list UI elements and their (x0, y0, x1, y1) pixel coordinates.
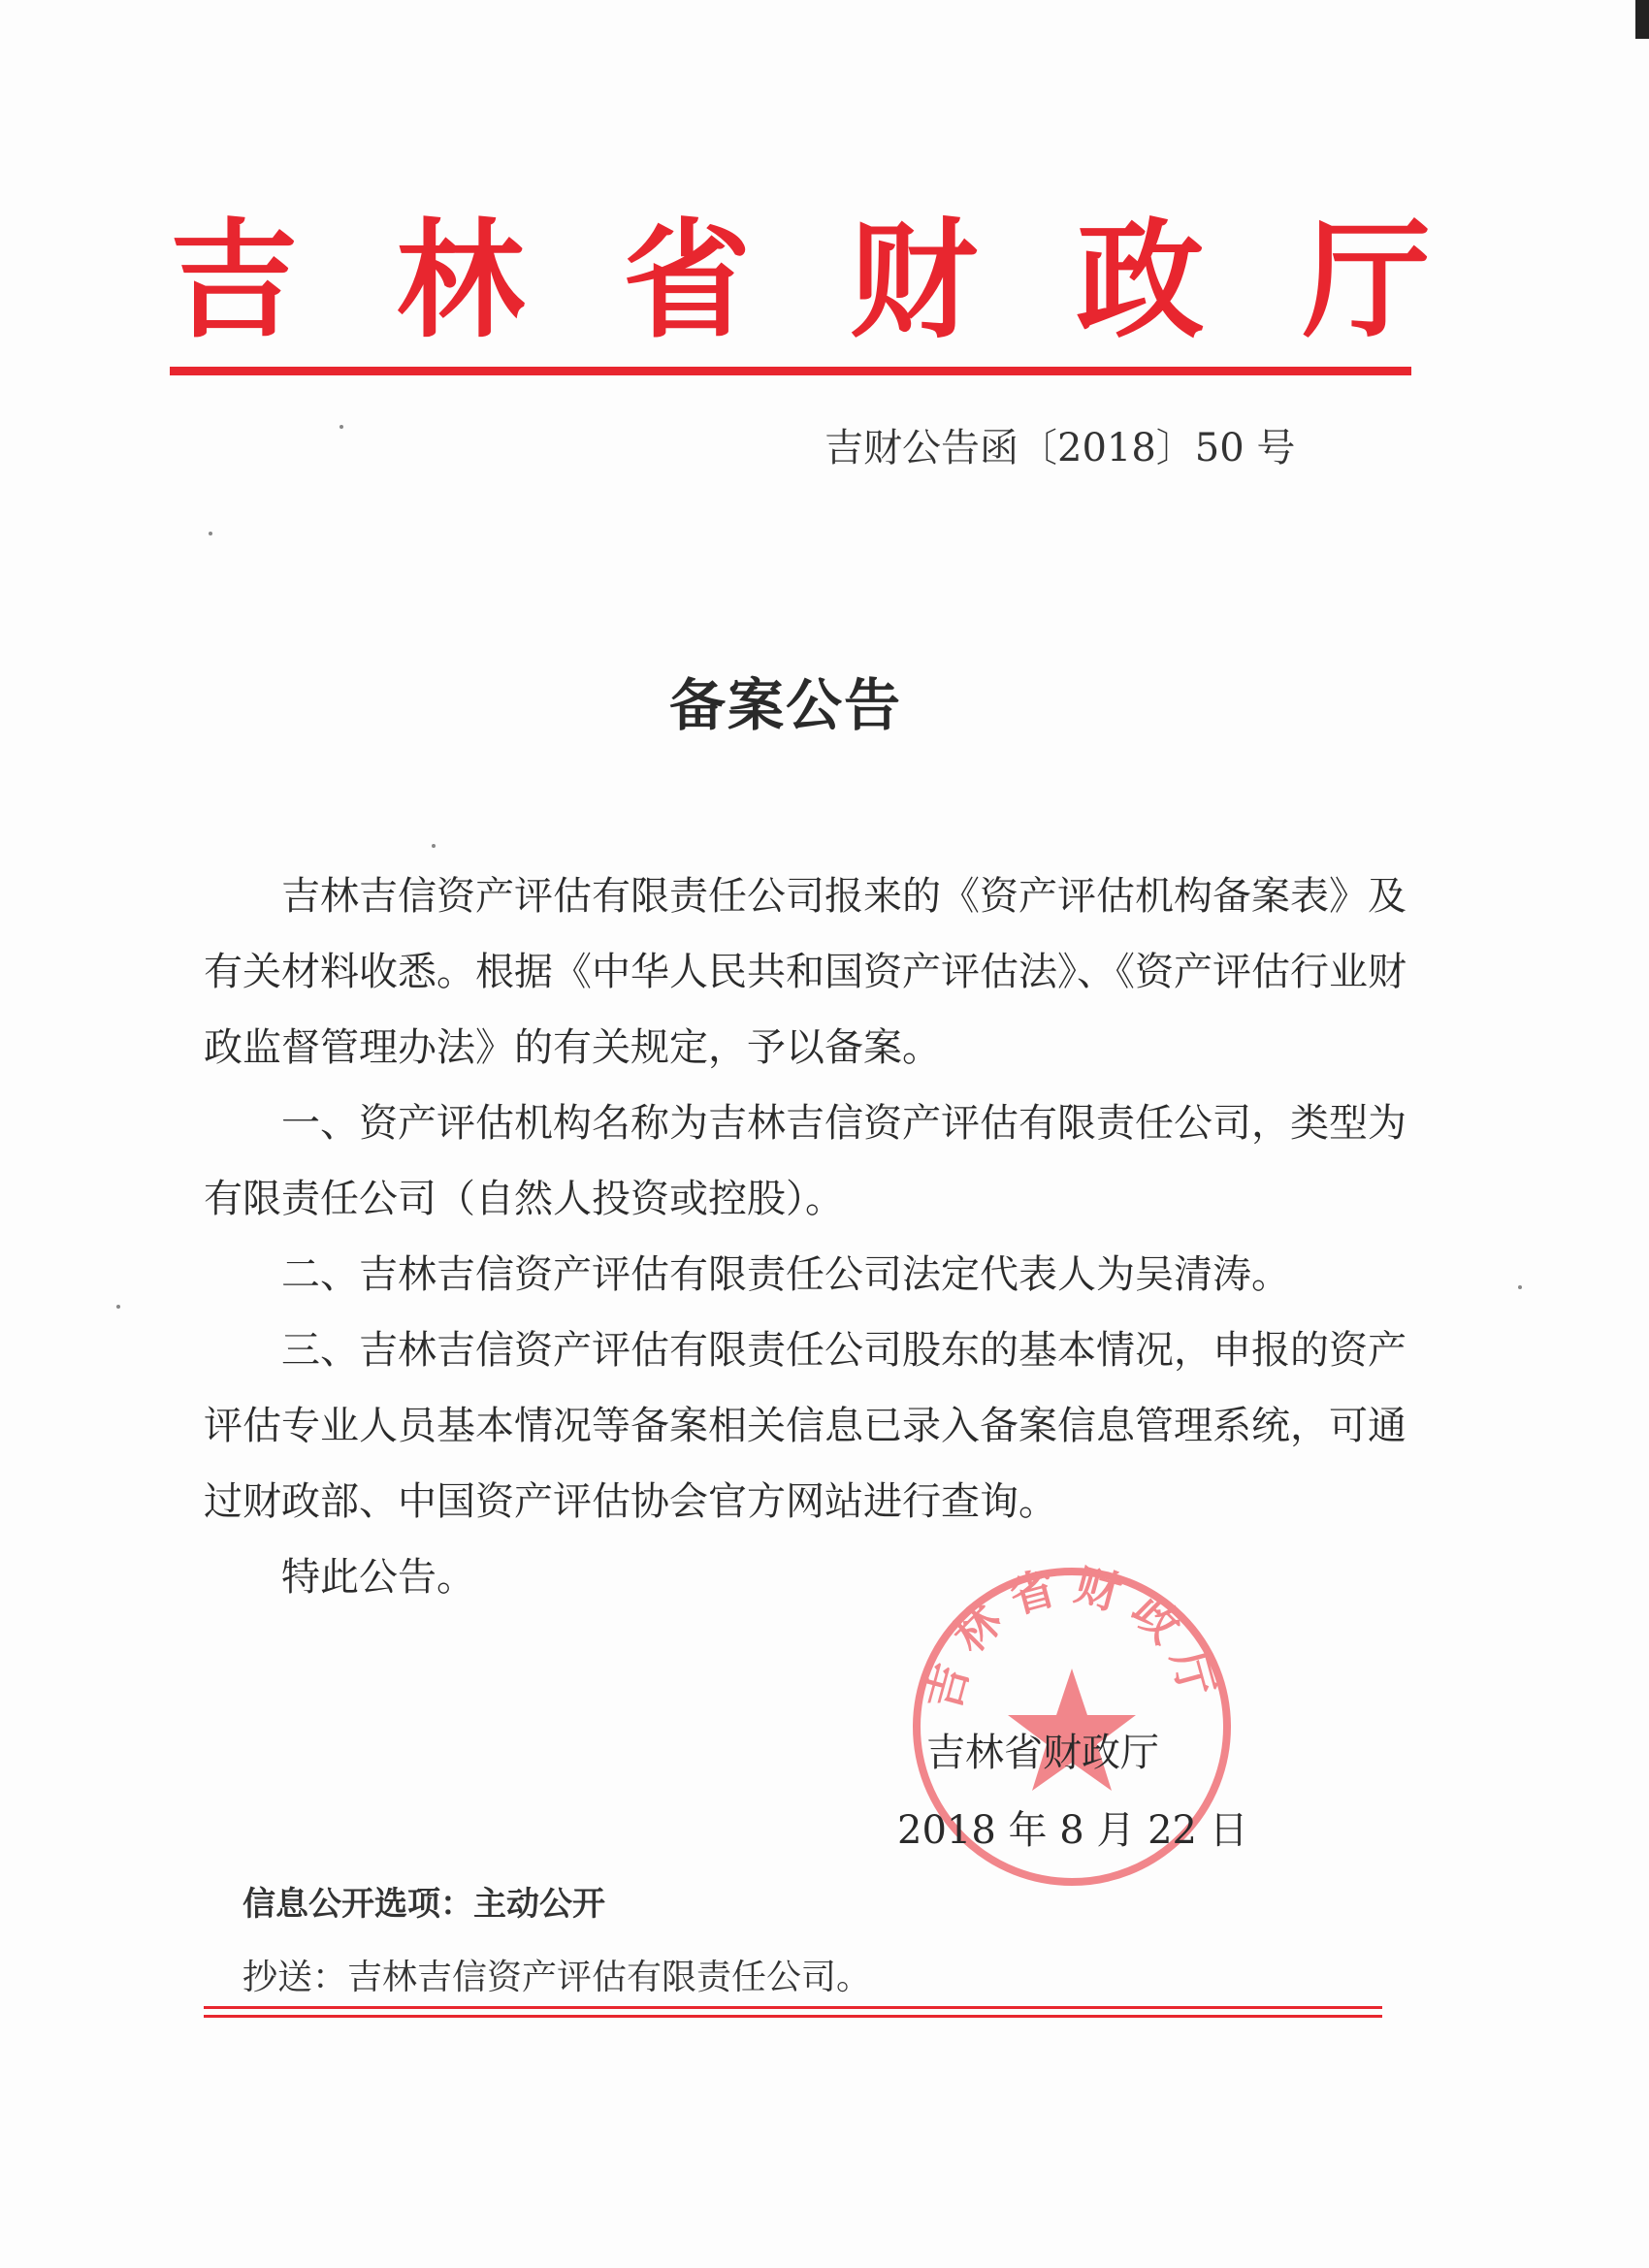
document-title: 备案公告 (668, 672, 902, 738)
scan-speck (116, 1305, 120, 1309)
footer-red-rule (204, 2006, 1382, 2009)
body-paragraph: 特此公告。 (281, 1555, 475, 1600)
signature-date: 2018 年 8 月 22 日 (897, 1808, 1248, 1853)
scan-speck (340, 425, 343, 429)
header-red-rule (170, 367, 1411, 375)
header-char: 吉 (170, 207, 298, 356)
scan-speck (209, 532, 212, 535)
carbon-copy-line: 抄送：吉林吉信资产评估有限责任公司。 (242, 1958, 872, 1997)
document-number: 吉财公告函〔2018〕50 号 (824, 426, 1296, 470)
scan-edge-mark (1635, 0, 1649, 39)
header-char: 政 (1076, 207, 1205, 356)
header-char: 省 (623, 207, 752, 356)
scan-speck (432, 844, 436, 848)
body-paragraph: 吉林吉信资产评估有限责任公司报来的《资产评估机构备案表》及有关材料收悉。根据《中华人民共和国资产评估法》、《资产评估行业财政监督管理办法》的有关规定，予以备案。 (204, 874, 1406, 1070)
footer-red-rule (204, 2015, 1382, 2018)
disclosure-option: 信息公开选项：主动公开 (242, 1885, 605, 1924)
body-paragraph: 一、资产评估机构名称为吉林吉信资产评估有限责任公司，类型为有限责任公司（自然人投资或控股）。 (204, 1101, 1406, 1221)
seal-text: 吉林省财政厅 (916, 1562, 1228, 1716)
body-paragraph: 三、吉林吉信资产评估有限责任公司股东的基本情况，申报的资产评估专业人员基本情况等备案相关信息已录入备案信息管理系统，可通过财政部、中国资产评估协会官方网站进行查询。 (204, 1328, 1406, 1524)
header-char: 厅 (1302, 207, 1431, 356)
issuing-authority-header (170, 199, 1431, 364)
scan-speck (1518, 1285, 1522, 1289)
body-paragraph: 二、吉林吉信资产评估有限责任公司法定代表人为吴清涛。 (281, 1252, 1290, 1297)
header-char: 财 (849, 207, 978, 356)
document-body (204, 859, 1406, 1615)
header-char: 林 (396, 207, 525, 356)
signature-org: 吉林省财政厅 (926, 1731, 1159, 1775)
